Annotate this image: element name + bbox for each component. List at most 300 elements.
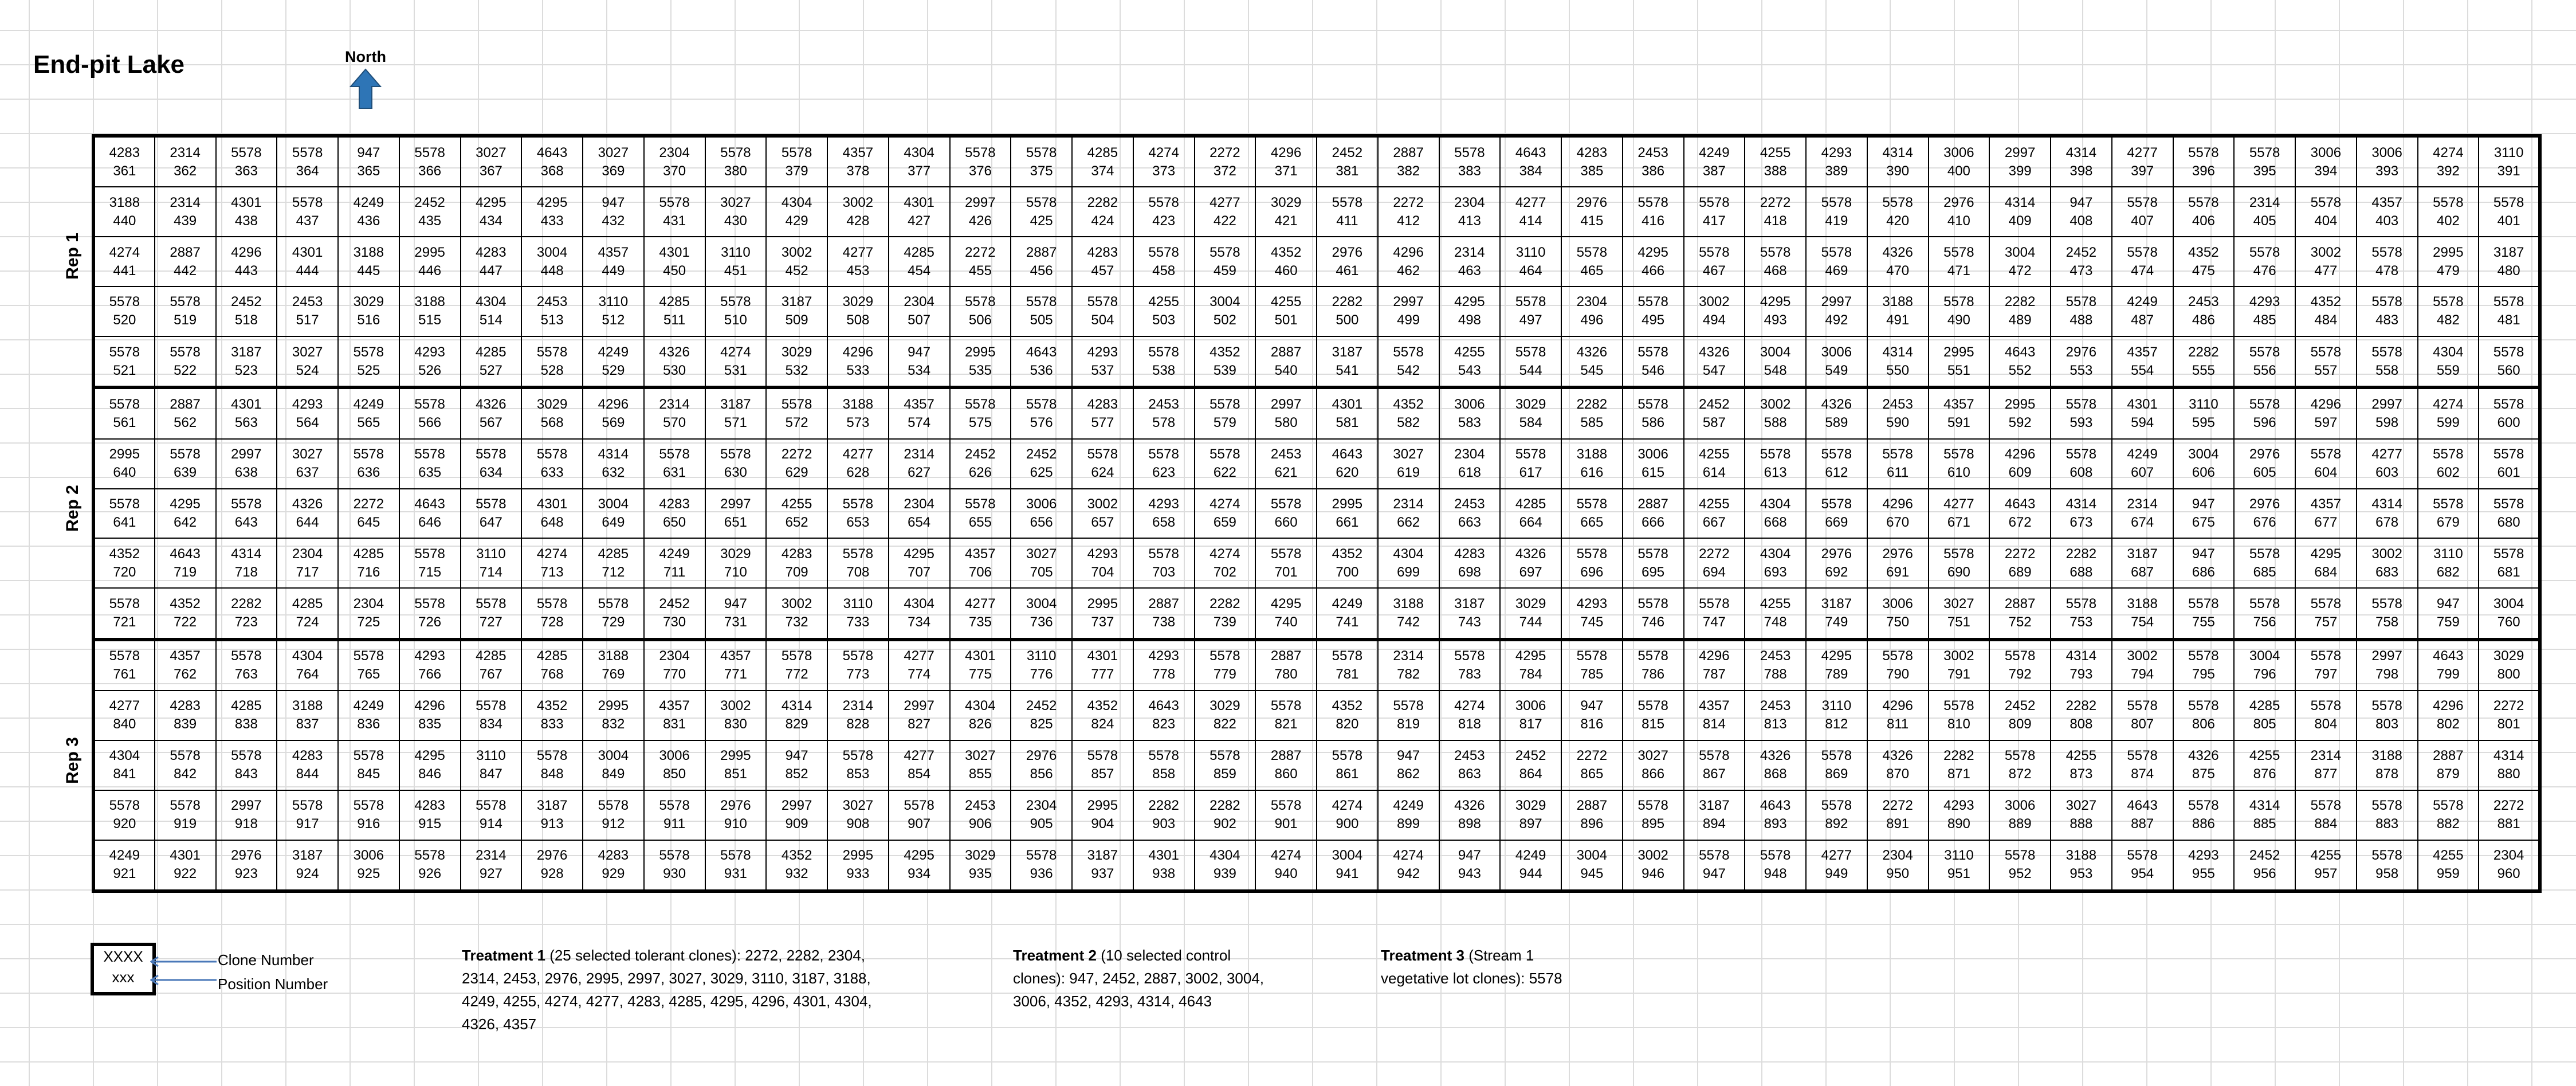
- grid-cell: [1255, 237, 1317, 287]
- grid-cell: [1011, 336, 1072, 387]
- grid-cell: [644, 136, 705, 187]
- clone-number: 4293: [2188, 848, 2219, 864]
- grid-cell: [1133, 237, 1195, 287]
- position-number: 544: [1519, 362, 1542, 378]
- clone-number: 4283: [170, 698, 201, 714]
- position-number: 883: [2375, 816, 2399, 832]
- position-number: 842: [174, 766, 197, 782]
- position-number: 855: [968, 766, 992, 782]
- treatment-2-line-2: 3006, 4352, 4293, 4314, 4643: [1013, 993, 1212, 1010]
- position-number: 444: [296, 262, 319, 279]
- grid-cell: [2112, 691, 2173, 740]
- clone-number: 5578: [353, 748, 384, 764]
- clone-number: 4274: [1332, 798, 1363, 814]
- grid-cell: [1806, 187, 1867, 237]
- legend-clone-label: Clone Number: [218, 951, 314, 969]
- position-number: 838: [234, 716, 258, 732]
- clone-number: 5578: [109, 648, 140, 664]
- grid-cell: [1011, 640, 1072, 691]
- position-number: 648: [540, 514, 564, 530]
- clone-number: 4643: [1515, 144, 1546, 160]
- grid-cell: [705, 840, 767, 892]
- position-number: 861: [1336, 766, 1359, 782]
- clone-number: 4304: [1393, 546, 1424, 562]
- position-number: 486: [2192, 312, 2215, 328]
- grid-cell: [1745, 640, 1806, 691]
- clone-number: 3004: [1760, 344, 1791, 360]
- grid-cell: [644, 387, 705, 438]
- clone-number: 5578: [1454, 648, 1485, 664]
- grid-cell: [2479, 439, 2540, 489]
- position-number: 433: [540, 213, 564, 229]
- grid-cell: [583, 336, 644, 387]
- position-number: 393: [2375, 163, 2399, 179]
- position-number: 944: [1519, 866, 1542, 882]
- position-number: 713: [540, 564, 564, 580]
- position-number: 727: [479, 614, 502, 630]
- clone-number: 4283: [1454, 546, 1485, 562]
- clone-number: 5578: [1454, 144, 1485, 160]
- position-number: 698: [1458, 564, 1481, 580]
- clone-number: 4304: [781, 194, 812, 210]
- position-number: 621: [1274, 465, 1298, 481]
- clone-number: 5578: [1148, 194, 1179, 210]
- treatment-1-line-4: 4326, 4357: [462, 1016, 537, 1033]
- grid-cell: [521, 439, 583, 489]
- clone-number: 4643: [2433, 648, 2464, 664]
- clone-number: 4304: [904, 595, 934, 611]
- grid-cell: [1929, 588, 1990, 639]
- clone-number: 5578: [1148, 546, 1179, 562]
- clone-number: 4274: [109, 244, 140, 260]
- position-number: 383: [1458, 163, 1481, 179]
- position-number: 711: [663, 564, 686, 580]
- position-number: 570: [663, 415, 686, 431]
- grid-cell: [2234, 489, 2295, 539]
- position-number: 616: [1580, 465, 1604, 481]
- clone-number: 3029: [781, 344, 812, 360]
- position-number: 837: [296, 716, 319, 732]
- grid-cell: [1989, 439, 2051, 489]
- position-number: 561: [113, 415, 136, 431]
- grid-cell: [2051, 740, 2112, 790]
- position-number: 536: [1030, 362, 1053, 378]
- clone-number: 5578: [2249, 344, 2280, 360]
- clone-number: 4277: [842, 446, 874, 462]
- grid-cell: [1867, 187, 1929, 237]
- position-number: 597: [2314, 415, 2338, 431]
- clone-number: 3027: [965, 748, 996, 764]
- grid-cell: [2051, 439, 2112, 489]
- position-number: 415: [1580, 213, 1604, 229]
- grid-cell: [399, 740, 461, 790]
- grid-cell: [2418, 287, 2479, 336]
- clone-number: 947: [357, 144, 380, 160]
- clone-number: 5578: [414, 144, 445, 160]
- clone-number: 3188: [598, 648, 629, 664]
- clone-number: 4357: [1943, 397, 1974, 413]
- grid-cell: [93, 237, 155, 287]
- position-number: 454: [908, 262, 931, 279]
- position-number: 485: [2253, 312, 2276, 328]
- grid-cell: [1867, 691, 1929, 740]
- clone-number: 4255: [2249, 748, 2280, 764]
- clone-number: 2282: [1576, 397, 1608, 413]
- position-number: 558: [2375, 362, 2399, 378]
- clone-number: 4643: [1026, 344, 1057, 360]
- legend-pointer-lines: [150, 946, 219, 986]
- position-number: 594: [2131, 415, 2154, 431]
- position-number: 571: [724, 415, 747, 431]
- grid-cell: [399, 640, 461, 691]
- clone-number: 2272: [781, 446, 812, 462]
- position-number: 902: [1213, 816, 1236, 832]
- grid-cell: [705, 336, 767, 387]
- clone-number: 5578: [2310, 798, 2342, 814]
- grid-cell: [2357, 640, 2418, 691]
- grid-cell: [827, 187, 889, 237]
- clone-number: 3029: [1270, 194, 1302, 210]
- position-number: 386: [1642, 163, 1665, 179]
- position-number: 829: [785, 716, 808, 732]
- grid-cell: [827, 538, 889, 588]
- clone-number: 2997: [1821, 294, 1852, 310]
- clone-number: 4352: [1332, 698, 1363, 714]
- position-number: 933: [846, 866, 870, 882]
- clone-number: 2304: [659, 648, 690, 664]
- clone-number: 5578: [720, 446, 751, 462]
- clone-number: 2452: [1026, 446, 1057, 462]
- grid-cell: [216, 588, 277, 639]
- clone-number: 2453: [1760, 698, 1791, 714]
- position-number: 463: [1458, 262, 1481, 279]
- position-number: 490: [1947, 312, 1970, 328]
- grid-cell: [2479, 136, 2540, 187]
- position-number: 580: [1274, 415, 1298, 431]
- grid-cell: [2295, 740, 2357, 790]
- position-number: 533: [846, 362, 870, 378]
- clone-number: 4249: [659, 546, 690, 562]
- position-number: 617: [1519, 465, 1542, 481]
- position-number: 730: [663, 614, 686, 630]
- clone-number: 3110: [843, 595, 873, 611]
- grid-cell: [1133, 538, 1195, 588]
- clone-number: 3029: [353, 294, 384, 310]
- grid-cell: [521, 691, 583, 740]
- grid-cell: [1684, 336, 1745, 387]
- grid-cell: [766, 187, 827, 237]
- position-number: 430: [724, 213, 747, 229]
- clone-number: 4301: [1148, 848, 1179, 864]
- grid-cell: [827, 840, 889, 892]
- position-number: 863: [1458, 766, 1481, 782]
- grid-cell: [1072, 489, 1133, 539]
- position-number: 822: [1213, 716, 1236, 732]
- clone-number: 3027: [476, 144, 506, 160]
- clone-number: 2314: [842, 698, 874, 714]
- clone-number: 5578: [1943, 244, 1974, 260]
- grid-cell: [1561, 336, 1623, 387]
- grid-cell: [1561, 740, 1623, 790]
- clone-number: 4295: [170, 496, 201, 512]
- grid-cell: [2051, 287, 2112, 336]
- clone-number: 4301: [231, 194, 262, 210]
- position-number: 559: [2436, 362, 2460, 378]
- position-number: 608: [2070, 465, 2093, 481]
- position-number: 506: [968, 312, 992, 328]
- grid-cell: [1195, 740, 1256, 790]
- clone-number: 3002: [781, 244, 812, 260]
- clone-number: 3004: [598, 496, 629, 512]
- position-number: 878: [2375, 766, 2399, 782]
- clone-number: 5578: [1943, 698, 1974, 714]
- position-number: 789: [1825, 667, 1848, 683]
- position-number: 655: [968, 514, 992, 530]
- clone-number: 5578: [2004, 848, 2036, 864]
- position-number: 537: [1091, 362, 1114, 378]
- grid-cell: [827, 287, 889, 336]
- clone-number: 4352: [781, 848, 812, 864]
- clone-number: 5578: [231, 748, 262, 764]
- grid-cell: [1500, 489, 1561, 539]
- grid-cell: [1439, 237, 1501, 287]
- clone-number: 2304: [1454, 194, 1485, 210]
- position-number: 960: [2497, 866, 2520, 882]
- clone-number: 3029: [965, 848, 996, 864]
- position-number: 414: [1519, 213, 1542, 229]
- treatment-1-line-3: 4249, 4255, 4274, 4277, 4283, 4285, 4295, 4296, 4301, 4304,: [462, 993, 872, 1010]
- position-number: 517: [296, 312, 319, 328]
- grid-cell: [2173, 387, 2235, 438]
- clone-number: 947: [2192, 496, 2215, 512]
- grid-cell: [1378, 387, 1439, 438]
- grid-cell: [1133, 790, 1195, 840]
- grid-row: [93, 588, 2540, 639]
- clone-number: 5578: [2127, 244, 2158, 260]
- grid-cell: [338, 840, 399, 892]
- position-number: 375: [1030, 163, 1053, 179]
- clone-number: 5578: [1882, 648, 1913, 664]
- clone-number: 5578: [2493, 344, 2524, 360]
- position-number: 627: [908, 465, 931, 481]
- position-number: 562: [174, 415, 197, 431]
- clone-number: 947: [724, 595, 747, 611]
- clone-number: 4357: [170, 648, 201, 664]
- clone-number: 2976: [1026, 748, 1057, 764]
- clone-number: 3004: [2493, 595, 2524, 611]
- grid-cell: [2357, 588, 2418, 639]
- position-number: 783: [1458, 667, 1481, 683]
- grid-cell: [1439, 187, 1501, 237]
- position-number: 917: [296, 816, 319, 832]
- position-number: 704: [1091, 564, 1114, 580]
- clone-number: 2976: [1943, 194, 1974, 210]
- clone-number: 3187: [2493, 244, 2524, 260]
- clone-number: 5578: [1638, 698, 1668, 714]
- position-number: 773: [846, 667, 870, 683]
- position-number: 813: [1764, 716, 1787, 732]
- position-number: 856: [1030, 766, 1053, 782]
- clone-number: 4274: [1454, 698, 1485, 714]
- grid-cell: [1500, 387, 1561, 438]
- position-number: 918: [234, 816, 258, 832]
- position-number: 539: [1213, 362, 1236, 378]
- position-number: 668: [1764, 514, 1787, 530]
- clone-number: 4643: [536, 144, 568, 160]
- position-number: 756: [2253, 614, 2276, 630]
- clone-number: 3188: [2371, 748, 2402, 764]
- clone-number: 2452: [2004, 698, 2036, 714]
- clone-number: 5578: [2127, 848, 2158, 864]
- position-number: 389: [1825, 163, 1848, 179]
- position-number: 583: [1458, 415, 1481, 431]
- position-number: 462: [1397, 262, 1420, 279]
- grid-cell: [338, 187, 399, 237]
- position-number: 912: [602, 816, 625, 832]
- grid-cell: [1929, 790, 1990, 840]
- clone-number: 5578: [720, 294, 751, 310]
- position-number: 959: [2436, 866, 2460, 882]
- clone-number: 4326: [1821, 397, 1852, 413]
- position-number: 699: [1397, 564, 1420, 580]
- grid-cell: [1989, 640, 2051, 691]
- position-number: 629: [785, 465, 808, 481]
- position-number: 880: [2497, 766, 2520, 782]
- grid-cell: [1867, 336, 1929, 387]
- clone-number: 4277: [965, 595, 996, 611]
- grid-cell: [461, 287, 522, 336]
- clone-number: 5578: [1576, 496, 1608, 512]
- clone-number: 5578: [1270, 798, 1302, 814]
- position-number: 613: [1764, 465, 1787, 481]
- position-number: 480: [2497, 262, 2520, 279]
- position-number: 497: [1519, 312, 1542, 328]
- clone-number: 2887: [1638, 496, 1668, 512]
- clone-number: 5578: [1210, 244, 1240, 260]
- grid-cell: [1684, 187, 1745, 237]
- clone-number: 5578: [292, 194, 323, 210]
- clone-number: 2887: [2433, 748, 2464, 764]
- grid-cell: [1255, 387, 1317, 438]
- position-number: 689: [2008, 564, 2032, 580]
- grid-cell: [399, 237, 461, 287]
- planting-grid: [92, 134, 2542, 893]
- clone-number: 4643: [170, 546, 201, 562]
- grid-cell: [461, 840, 522, 892]
- clone-number: 5578: [1026, 194, 1057, 210]
- clone-number: 5578: [598, 595, 629, 611]
- clone-number: 5578: [1393, 344, 1424, 360]
- position-number: 555: [2192, 362, 2215, 378]
- position-number: 811: [1886, 716, 1909, 732]
- grid-cell: [1806, 790, 1867, 840]
- clone-number: 4249: [1332, 595, 1363, 611]
- clone-number: 2282: [1210, 798, 1240, 814]
- position-number: 538: [1152, 362, 1176, 378]
- grid-cell: [2479, 740, 2540, 790]
- position-number: 868: [1764, 766, 1787, 782]
- clone-number: 5578: [1270, 546, 1302, 562]
- position-number: 676: [2253, 514, 2276, 530]
- clone-number: 4277: [109, 698, 140, 714]
- position-number: 625: [1030, 465, 1053, 481]
- grid-cell: [93, 287, 155, 336]
- grid-cell: [461, 387, 522, 438]
- clone-number: 5578: [2433, 798, 2464, 814]
- clone-number: 3187: [1332, 344, 1363, 360]
- clone-number: 2997: [2371, 648, 2402, 664]
- position-number: 505: [1030, 312, 1053, 328]
- position-number: 592: [2008, 415, 2032, 431]
- clone-number: 2314: [1393, 496, 1424, 512]
- clone-number: 5578: [2127, 748, 2158, 764]
- position-number: 405: [2253, 213, 2276, 229]
- grid-cell: [2479, 387, 2540, 438]
- position-number: 626: [968, 465, 992, 481]
- position-number: 744: [1519, 614, 1542, 630]
- position-number: 376: [968, 163, 992, 179]
- clone-number: 4293: [1148, 648, 1179, 664]
- grid-cell: [2295, 387, 2357, 438]
- clone-number: 5578: [2249, 397, 2280, 413]
- clone-number: 2995: [109, 446, 140, 462]
- position-number: 702: [1213, 564, 1236, 580]
- clone-number: 5578: [1148, 344, 1179, 360]
- grid-cell: [1623, 336, 1684, 387]
- position-number: 528: [540, 362, 564, 378]
- position-number: 707: [908, 564, 931, 580]
- grid-cell: [277, 187, 338, 237]
- grid-cell: [1255, 790, 1317, 840]
- position-number: 472: [2008, 262, 2032, 279]
- grid-cell: [521, 336, 583, 387]
- grid-cell: [644, 588, 705, 639]
- clone-number: 3002: [2127, 648, 2158, 664]
- treatment-2-note: [1013, 944, 1357, 1013]
- grid-cell: [1255, 336, 1317, 387]
- clone-number: 2452: [231, 294, 262, 310]
- grid-cell: [827, 387, 889, 438]
- clone-number: 5578: [781, 397, 812, 413]
- grid-cell: [338, 439, 399, 489]
- grid-cell: [583, 538, 644, 588]
- position-number: 851: [724, 766, 747, 782]
- grid-cell: [1806, 287, 1867, 336]
- grid-cell: [521, 187, 583, 237]
- clone-number: 2453: [1760, 648, 1791, 664]
- clone-number: 2304: [1026, 798, 1057, 814]
- position-number: 897: [1519, 816, 1542, 832]
- grid-cell: [338, 790, 399, 840]
- grid-cell: [2173, 840, 2235, 892]
- position-number: 920: [113, 816, 136, 832]
- position-number: 857: [1091, 766, 1114, 782]
- position-number: 408: [2070, 213, 2093, 229]
- position-number: 748: [1764, 614, 1787, 630]
- clone-number: 5578: [109, 798, 140, 814]
- position-number: 434: [479, 213, 502, 229]
- grid-cell: [338, 489, 399, 539]
- grid-cell: [1989, 691, 2051, 740]
- grid-cell: [950, 287, 1011, 336]
- position-number: 949: [1825, 866, 1848, 882]
- position-number: 460: [1274, 262, 1298, 279]
- treatment-1-line-2: 2314, 2453, 2976, 2995, 2997, 3027, 3029, 3110, 3187, 3188,: [462, 970, 871, 987]
- clone-number: 4296: [414, 698, 445, 714]
- position-number: 474: [2131, 262, 2154, 279]
- grid-cell: [399, 489, 461, 539]
- position-number: 766: [418, 667, 442, 683]
